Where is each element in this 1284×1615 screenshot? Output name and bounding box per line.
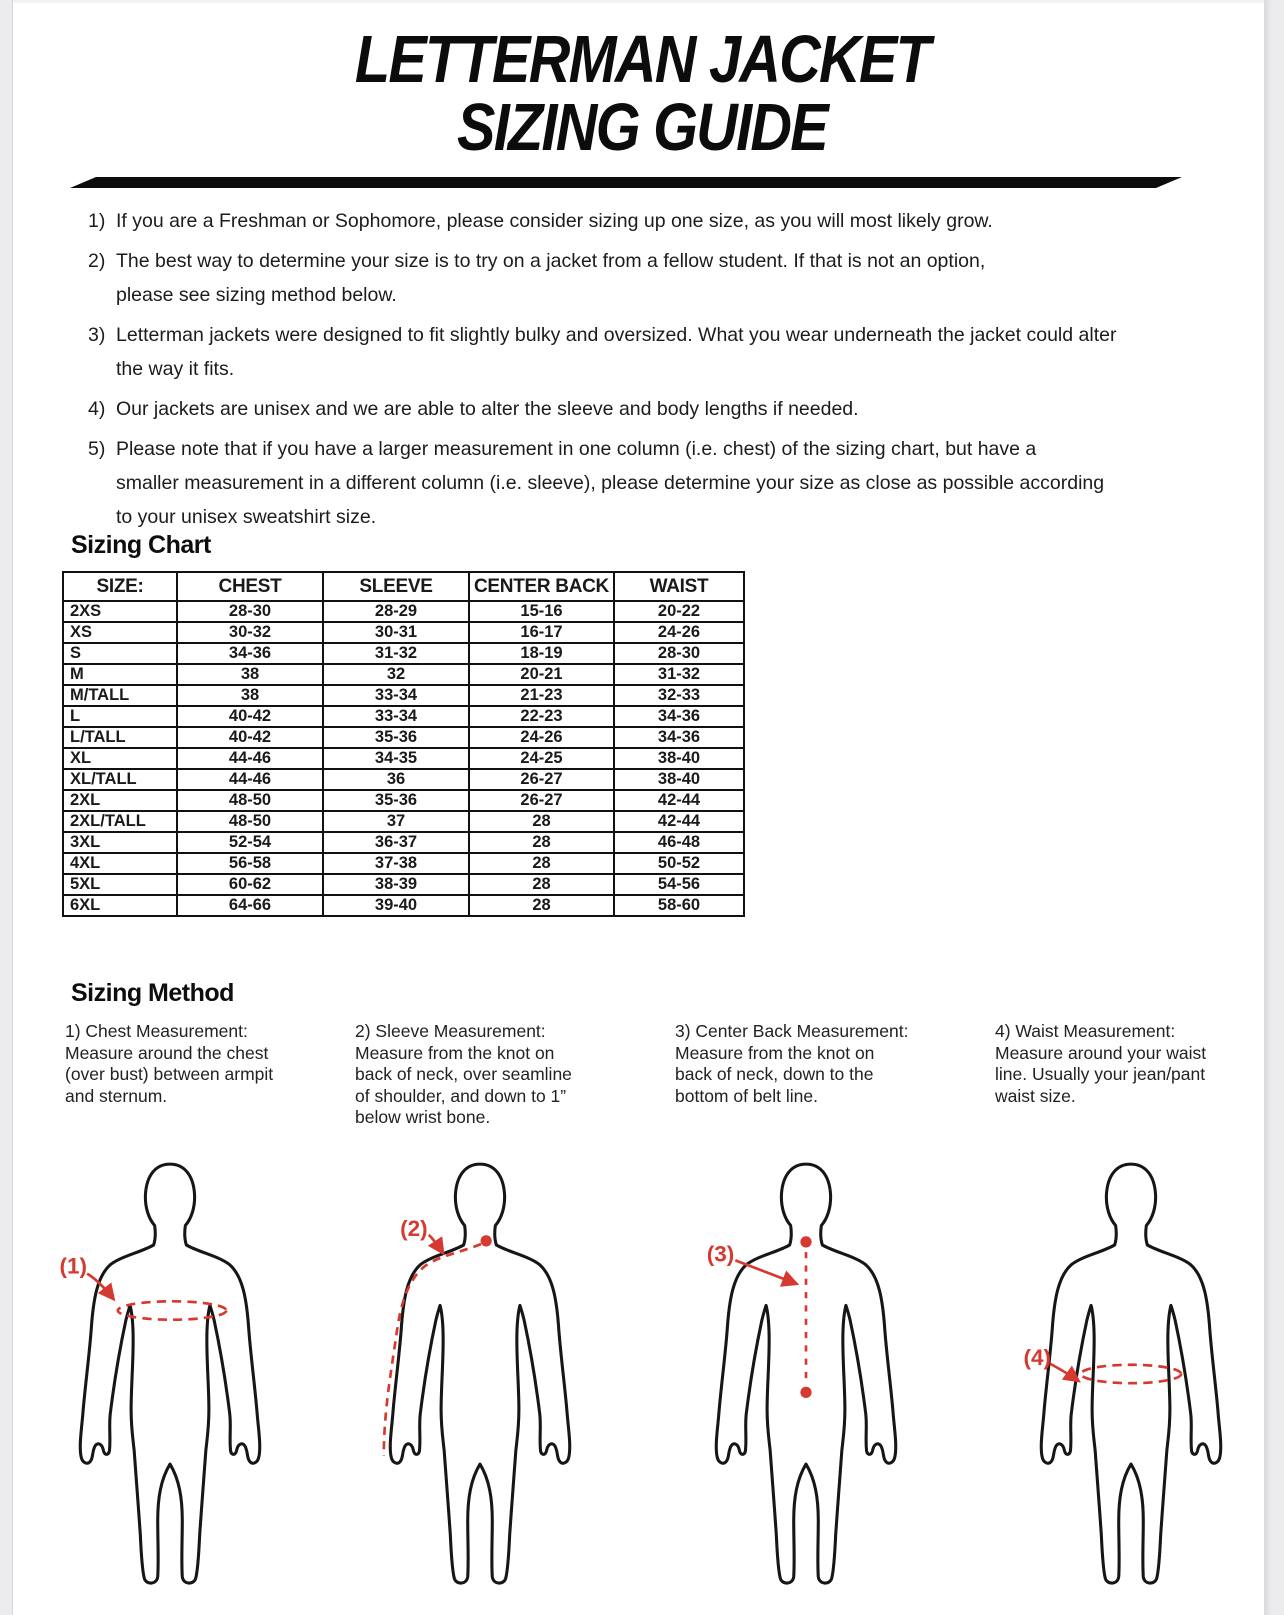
table-row (63, 664, 744, 685)
measurement-cell: 40-42 (177, 706, 323, 727)
measurement-cell: 26-27 (469, 769, 614, 790)
measurement-cell: 64-66 (177, 895, 323, 916)
measurement-cell: 58-60 (614, 895, 744, 916)
measurement-cell: 28 (469, 811, 614, 832)
size-label-cell: 2XL/TALL (63, 811, 177, 832)
measurement-cell: 34-36 (614, 706, 744, 727)
measurement-cell: 24-26 (469, 727, 614, 748)
note-number: 5) (88, 438, 106, 460)
method-center-back (675, 1021, 909, 1107)
column-header: CENTER BACK (469, 572, 614, 601)
size-label-cell: 3XL (63, 832, 177, 853)
page-title (0, 22, 1284, 165)
measurement-cell: 28-29 (323, 601, 469, 622)
size-label-cell: 2XL (63, 790, 177, 811)
method-chest-label: 1) Chest Measurement: (65, 1021, 248, 1041)
size-label-cell: 5XL (63, 874, 177, 895)
column-header: WAIST (614, 572, 744, 601)
note-item-1 (88, 204, 1198, 238)
size-label-cell: XL (63, 748, 177, 769)
measurement-cell: 36-37 (323, 832, 469, 853)
page-title-line2: SIZING GUIDE (457, 89, 827, 165)
figure-center-back-measurement (690, 1158, 922, 1592)
measurement-cell: 30-32 (177, 622, 323, 643)
table-header-row (63, 572, 744, 601)
neck-knot-dot (800, 1236, 811, 1247)
measurement-cell: 36 (323, 769, 469, 790)
measurement-cell: 37 (323, 811, 469, 832)
note-text: Our jackets are unisex and we are able to alter the sleeve and body lengths if needed. (116, 398, 859, 420)
measurement-cell: 34-35 (323, 748, 469, 769)
table-row (63, 832, 744, 853)
table-row (63, 769, 744, 790)
figure-sleeve-measurement (364, 1158, 596, 1592)
size-label-cell: M/TALL (63, 685, 177, 706)
measurement-cell: 21-23 (469, 685, 614, 706)
body-silhouette-sleeve (364, 1158, 596, 1592)
size-label-cell: XL/TALL (63, 769, 177, 790)
measurement-cell: 52-54 (177, 832, 323, 853)
size-label-cell: L (63, 706, 177, 727)
measurement-cell: 28-30 (177, 601, 323, 622)
measurement-cell: 26-27 (469, 790, 614, 811)
size-label-cell: M (63, 664, 177, 685)
method-waist (995, 1021, 1229, 1107)
size-label-cell: XS (63, 622, 177, 643)
measurement-cell: 42-44 (614, 790, 744, 811)
method-sleeve (355, 1021, 589, 1129)
table-row (63, 811, 744, 832)
measurement-cell: 31-32 (323, 643, 469, 664)
method-sleeve-text: Measure from the knot on back of neck, over seamline of shoulder, and down to 1” below wrist bone. (355, 1042, 572, 1127)
body-silhouette-waist (1015, 1158, 1247, 1592)
note-text: Please note that if you have a larger measurement in one column (i.e. chest) of the sizing chart, but have a smaller measurement in a different column (i.e. sleeve), please determine your size as close as possible according to your unisex sweatshirt size. (116, 438, 1105, 528)
method-waist-label: 4) Waist Measurement: (995, 1021, 1176, 1041)
measurement-cell: 38-39 (323, 874, 469, 895)
table-row (63, 895, 744, 916)
neck-knot-dot (481, 1235, 492, 1246)
title-divider-bar (70, 177, 1182, 188)
marker-2-arrow (429, 1235, 443, 1253)
table-row (63, 706, 744, 727)
measurement-cell: 46-48 (614, 832, 744, 853)
note-number: 2) (88, 250, 106, 272)
measurement-cell: 39-40 (323, 895, 469, 916)
measurement-cell: 32-33 (614, 685, 744, 706)
size-label-cell: S (63, 643, 177, 664)
measurement-cell: 38 (177, 685, 323, 706)
size-label-cell: L/TALL (63, 727, 177, 748)
size-label-cell: 6XL (63, 895, 177, 916)
measurement-cell: 42-44 (614, 811, 744, 832)
note-item-5 (88, 432, 1198, 534)
measurement-cell: 54-56 (614, 874, 744, 895)
measurement-cell: 28 (469, 832, 614, 853)
page-edge-left (0, 0, 13, 1615)
method-chest (65, 1021, 299, 1107)
measurement-cell: 35-36 (323, 790, 469, 811)
measurement-cell: 34-36 (177, 643, 323, 664)
measurement-cell: 28 (469, 874, 614, 895)
method-chest-text: Measure around the chest (over bust) between armpit and sternum. (65, 1042, 274, 1106)
note-item-4 (88, 392, 1198, 426)
note-number: 4) (88, 398, 106, 420)
measurement-cell: 28 (469, 895, 614, 916)
measurement-cell: 44-46 (177, 769, 323, 790)
measurement-cell: 34-36 (614, 727, 744, 748)
table-row (63, 727, 744, 748)
figure-chest-measurement (54, 1158, 286, 1592)
table-body (63, 601, 744, 916)
measurement-cell: 32 (323, 664, 469, 685)
figure-waist-measurement (1015, 1158, 1247, 1592)
measurement-cell: 50-52 (614, 853, 744, 874)
measurement-cell: 38 (177, 664, 323, 685)
measurement-cell: 33-34 (323, 685, 469, 706)
page-edge-top (0, 0, 1284, 3)
page-title-line1: LETTERMAN JACKET (354, 22, 930, 97)
marker-1-label: (1) (59, 1253, 87, 1279)
measurement-cell: 48-50 (177, 811, 323, 832)
measurement-cell: 28 (469, 853, 614, 874)
column-header: SIZE: (63, 572, 177, 601)
note-item-3 (88, 318, 1198, 386)
measurement-cell: 22-23 (469, 706, 614, 727)
note-item-2 (88, 244, 1198, 312)
measurement-cell: 20-21 (469, 664, 614, 685)
measurement-cell: 24-25 (469, 748, 614, 769)
measurement-cell: 33-34 (323, 706, 469, 727)
measurement-cell: 18-19 (469, 643, 614, 664)
measurement-cell: 40-42 (177, 727, 323, 748)
measurement-cell: 60-62 (177, 874, 323, 895)
size-label-cell: 2XS (63, 601, 177, 622)
marker-4-label: (4) (1023, 1344, 1052, 1370)
belt-line-dot (800, 1387, 811, 1398)
note-text: Letterman jackets were designed to fit slightly bulky and oversized. What you wear underneath the jacket could alter the way it fits. (116, 324, 1117, 380)
sizing-chart-heading: Sizing Chart (71, 531, 211, 559)
note-text: If you are a Freshman or Sophomore, please consider sizing up one size, as you will most likely grow. (116, 210, 993, 232)
method-center-back-text: Measure from the knot on back of neck, down to the bottom of belt line. (675, 1042, 875, 1106)
table-row (63, 643, 744, 664)
marker-2-label: (2) (400, 1215, 428, 1241)
measurement-cell: 38-40 (614, 748, 744, 769)
column-header: CHEST (177, 572, 323, 601)
measurement-cell: 31-32 (614, 664, 744, 685)
measurement-cell: 15-16 (469, 601, 614, 622)
page-edge-right (1264, 0, 1284, 1615)
table-row (63, 601, 744, 622)
table-row (63, 790, 744, 811)
measurement-cell: 35-36 (323, 727, 469, 748)
note-number: 1) (88, 210, 106, 232)
measurement-cell: 37-38 (323, 853, 469, 874)
column-header: SLEEVE (323, 572, 469, 601)
measurement-cell: 48-50 (177, 790, 323, 811)
note-number: 3) (88, 324, 106, 346)
body-silhouette-center-back (690, 1158, 922, 1592)
method-sleeve-label: 2) Sleeve Measurement: (355, 1021, 546, 1041)
body-outline (80, 1164, 259, 1583)
table-row (63, 622, 744, 643)
method-waist-text: Measure around your waist line. Usually your jean/pant waist size. (995, 1042, 1207, 1106)
table-row (63, 748, 744, 769)
marker-3-label: (3) (706, 1241, 735, 1267)
table-row (63, 853, 744, 874)
measurement-cell: 38-40 (614, 769, 744, 790)
note-text: The best way to determine your size is to try on a jacket from a fellow student. If that is not an option, please see sizing method below. (116, 250, 986, 306)
measurement-cell: 44-46 (177, 748, 323, 769)
notes-list (88, 204, 1198, 540)
table-row (63, 685, 744, 706)
size-label-cell: 4XL (63, 853, 177, 874)
measurement-cell: 20-22 (614, 601, 744, 622)
sizing-method-heading: Sizing Method (71, 979, 234, 1007)
measurement-cell: 24-26 (614, 622, 744, 643)
body-silhouette-chest (54, 1158, 286, 1592)
sizing-chart-table (62, 571, 745, 917)
measurement-cell: 16-17 (469, 622, 614, 643)
measurement-cell: 28-30 (614, 643, 744, 664)
method-center-back-label: 3) Center Back Measurement: (675, 1021, 909, 1041)
table-row (63, 874, 744, 895)
measurement-cell: 56-58 (177, 853, 323, 874)
measurement-cell: 30-31 (323, 622, 469, 643)
